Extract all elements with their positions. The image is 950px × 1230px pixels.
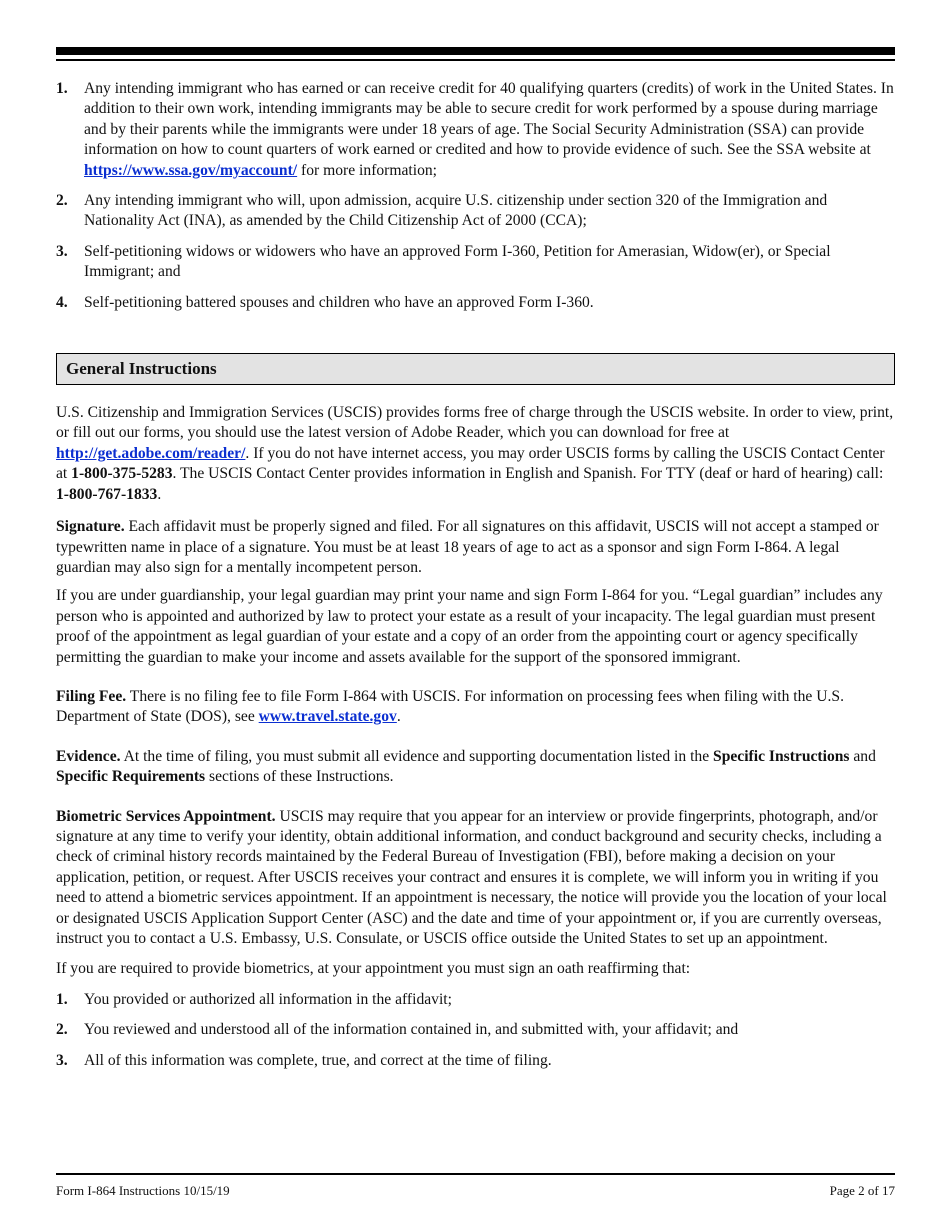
- list-number: 1.: [56, 80, 68, 97]
- list-item: [56, 293, 895, 313]
- list-item: [56, 242, 895, 283]
- list-item: [56, 1020, 895, 1040]
- list-item: [56, 1051, 895, 1071]
- top-rule: [56, 47, 895, 55]
- list-number: 1.: [56, 990, 68, 1008]
- ssa-link[interactable]: https://www.ssa.gov/myaccount/: [84, 161, 298, 179]
- page-content: [56, 79, 895, 1081]
- list-text: Any intending immigrant who will, upon admission, acquire U.S. citizenship under section 320 of the Immigration and Nationality Act (INA), as amended by the Child Citizenship Act of 2000 (CCA);: [84, 192, 828, 230]
- list-text: You reviewed and understood all of the information contained in, and submitted with, your affidavit; and: [84, 1021, 739, 1039]
- oath-intro: If you are required to provide biometrics, at your appointment you must sign an oath reaffirming that:: [56, 960, 691, 978]
- list-text: Any intending immigrant who has earned or can receive credit for 40 qualifying quarters (credits) of work in the United States. In addition to their own work, intending immigrants may be able to secure credit for work performed by a spouse during marriage and by their parents while the immigrants were under 18 years of age. The Social Security Administration (SSA) can provide information on how to count quarters of work earned or credited and how to provide evidence of such. See the SSA website at https://www.ssa.gov/myaccount/ for more information;: [84, 80, 894, 179]
- oath-list: [56, 990, 895, 1071]
- list-number: 4.: [56, 293, 68, 311]
- list-number: 2.: [56, 1021, 68, 1039]
- list-number: 3.: [56, 242, 68, 260]
- tty-phone: 1-800-767-1833: [56, 485, 158, 503]
- list-number: 2.: [56, 192, 68, 210]
- list-text: Self-petitioning widows or widowers who have an approved Form I-360, Petition for Amerasian, Widow(er), or Special Immigrant; and: [84, 242, 831, 281]
- list-number: 3.: [56, 1051, 68, 1069]
- contact-center-phone: 1-800-375-5283: [71, 465, 173, 483]
- biometric-paragraph: Biometric Services Appointment. USCIS may require that you appear for an interview or provide fingerprints, photograph, and/or signature at any time to verify your identity, obtain additional information, and conduct background and security checks, including a check of criminal history records maintained by the Federal Bureau of Investigation (FBI), before making a decision on your application, petition, or request. After USCIS receives your contract and ensures it is complete, we will inform you in writing if you need to attend a biometric services appointment. If an appointment is necessary, the notice will provide you the location of your local or designated USCIS Application Support Center (ASC) and the date and time of your appointment or, if you are currently overseas, instruct you to contact a U.S. Embassy, U.S. Consulate, or USCIS office outside the United States to set up an appointment.: [56, 807, 887, 947]
- guardian-paragraph: If you are under guardianship, your legal guardian may print your name and sign Form I-864 for you. “Legal guardian” includes any person who is appointed and authorized by law to protect your estate as a result of your incapacity. The legal guardian must present proof of the appointment as legal guardian of your estate and a copy of an order from the appointing court or agency specifically permitting the guardian to make your income and assets available for the support of the sponsored immigrant.: [56, 587, 883, 666]
- footer-rule: [56, 1173, 895, 1175]
- general-instructions-heading: General Instructions: [56, 353, 895, 385]
- signature-paragraph: Signature. Each affidavit must be properly signed and filed. For all signatures on this affidavit, USCIS will not accept a stamped or typewritten name in place of a signature. You must be at least 18 years of age to act as a sponsor and sign Form I-864. A legal guardian may also sign for a mentally incompetent person.: [56, 518, 879, 576]
- list-item: [56, 191, 895, 232]
- list-text: Self-petitioning battered spouses and children who have an approved Form I-360.: [84, 293, 594, 311]
- footer-form-id: Form I-864 Instructions 10/15/19: [56, 1183, 230, 1198]
- list-item: [56, 990, 895, 1010]
- travel-state-link[interactable]: www.travel.state.gov: [258, 708, 397, 726]
- evidence-paragraph: Evidence. At the time of filing, you must submit all evidence and supporting documentation listed in the Specific Instructions and Specific Requirements sections of these Instructions.: [56, 747, 876, 786]
- adobe-reader-link[interactable]: http://get.adobe.com/reader/: [56, 444, 246, 462]
- top-rule-thin: [56, 59, 895, 61]
- list-text: You provided or authorized all information in the affidavit;: [84, 990, 452, 1008]
- intro-paragraph: U.S. Citizenship and Immigration Services (USCIS) provides forms free of charge through the USCIS website. In order to view, print, or fill out our forms, you should use the latest version of Adobe Reader, which you can download for free at http://get.adobe.com/reader/. If you do not have internet access, you may order USCIS forms by calling the USCIS Contact Center at 1-800-375-5283. The USCIS Contact Center provides information in English and Spanish. For TTY (deaf or hard of hearing) call: 1-800-767-1833.: [56, 404, 894, 503]
- list-item: [56, 79, 895, 181]
- filing-fee-paragraph: Filing Fee. There is no filing fee to file Form I-864 with USCIS. For information on processing fees when filing with the U.S. Department of State (DOS), see www.travel.state.gov.: [56, 687, 844, 726]
- list-text: All of this information was complete, true, and correct at the time of filing.: [84, 1051, 552, 1069]
- footer-page-number: Page 2 of 17: [829, 1183, 895, 1198]
- eligible-list: [56, 79, 895, 313]
